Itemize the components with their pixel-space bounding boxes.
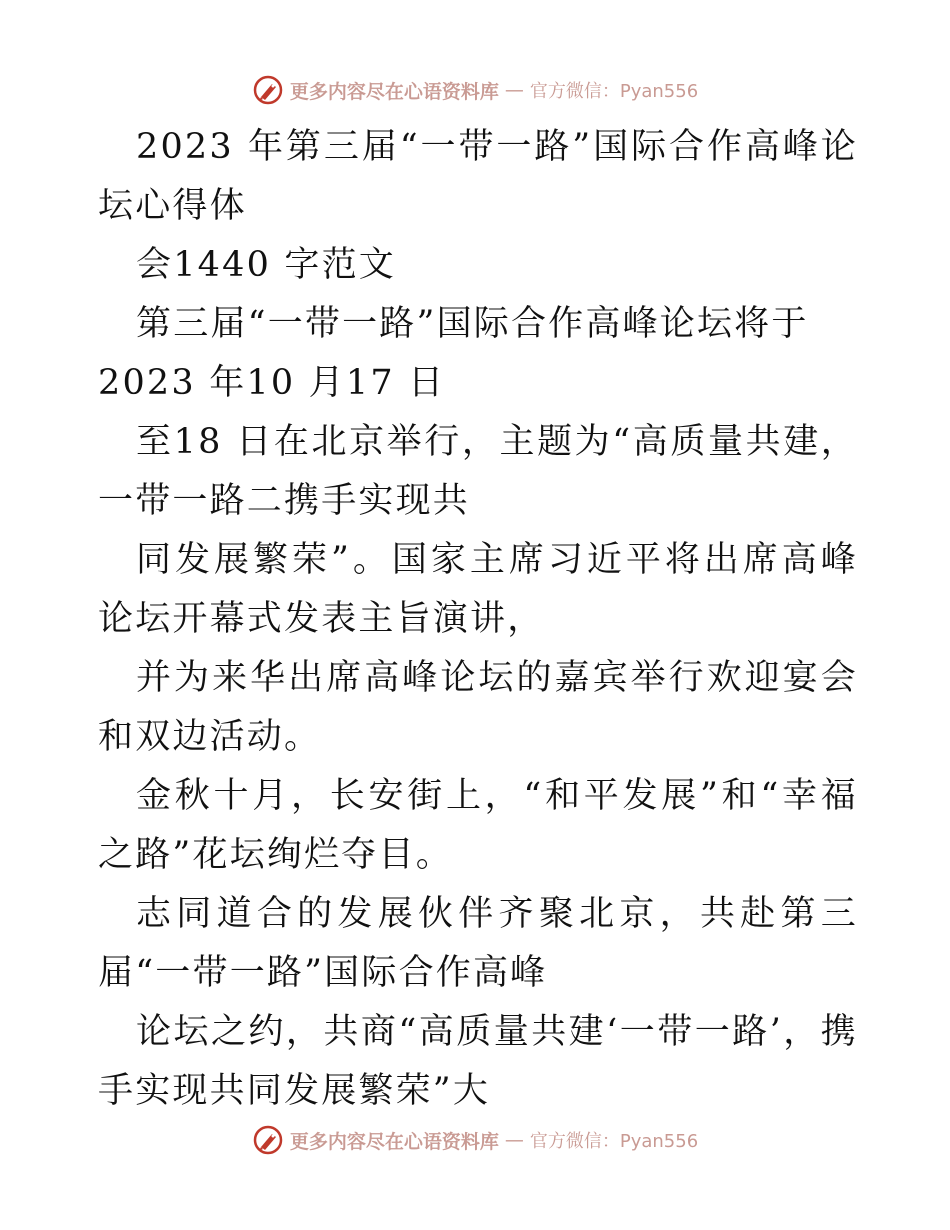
document-body xyxy=(98,118,858,1121)
header-banner xyxy=(0,70,950,110)
paragraph: 同发展繁荣”。国家主席习近平将出席高峰论坛开幕式发表主旨演讲， xyxy=(98,540,858,639)
paragraph: 2023 年第三届“一带一路”国际合作高峰论坛心得体 xyxy=(98,127,858,226)
paragraph: 论坛之约，共商“高质量共建‘一带一路’，携手实现共同发展繁荣”大 xyxy=(98,1012,858,1111)
paragraph: 志同道合的发展伙伴齐聚北京，共赴第三届“一带一路”国际合作高峰 xyxy=(98,894,858,993)
paragraph: 第三届“一带一路”国际合作高峰论坛将于 xyxy=(136,304,809,344)
footer-banner xyxy=(0,1120,950,1160)
pen-nib-icon xyxy=(252,74,284,106)
paragraph: 会1440 字范文 xyxy=(136,245,396,285)
paragraph: 2023 年10 月17 日 xyxy=(98,363,446,403)
paragraph: 至18 日在北京举行，主题为“高质量共建，一带一路二携手实现共 xyxy=(98,422,858,521)
banner-separator: — xyxy=(504,79,524,101)
banner-main-text: 更多内容尽在心语资料库 xyxy=(289,1130,499,1153)
banner-wechat-text: 官方微信：Pyan556 xyxy=(529,1131,699,1152)
paragraph: 金秋十月，长安街上，“和平发展”和“幸福之路”花坛绚烂夺目。 xyxy=(98,776,858,875)
paragraph: 并为来华出席高峰论坛的嘉宾举行欢迎宴会和双边活动。 xyxy=(98,658,858,757)
banner-separator: — xyxy=(504,1129,524,1151)
banner-main-text: 更多内容尽在心语资料库 xyxy=(289,80,499,103)
banner-wechat-text: 官方微信：Pyan556 xyxy=(529,81,699,102)
pen-nib-icon xyxy=(252,1124,284,1156)
